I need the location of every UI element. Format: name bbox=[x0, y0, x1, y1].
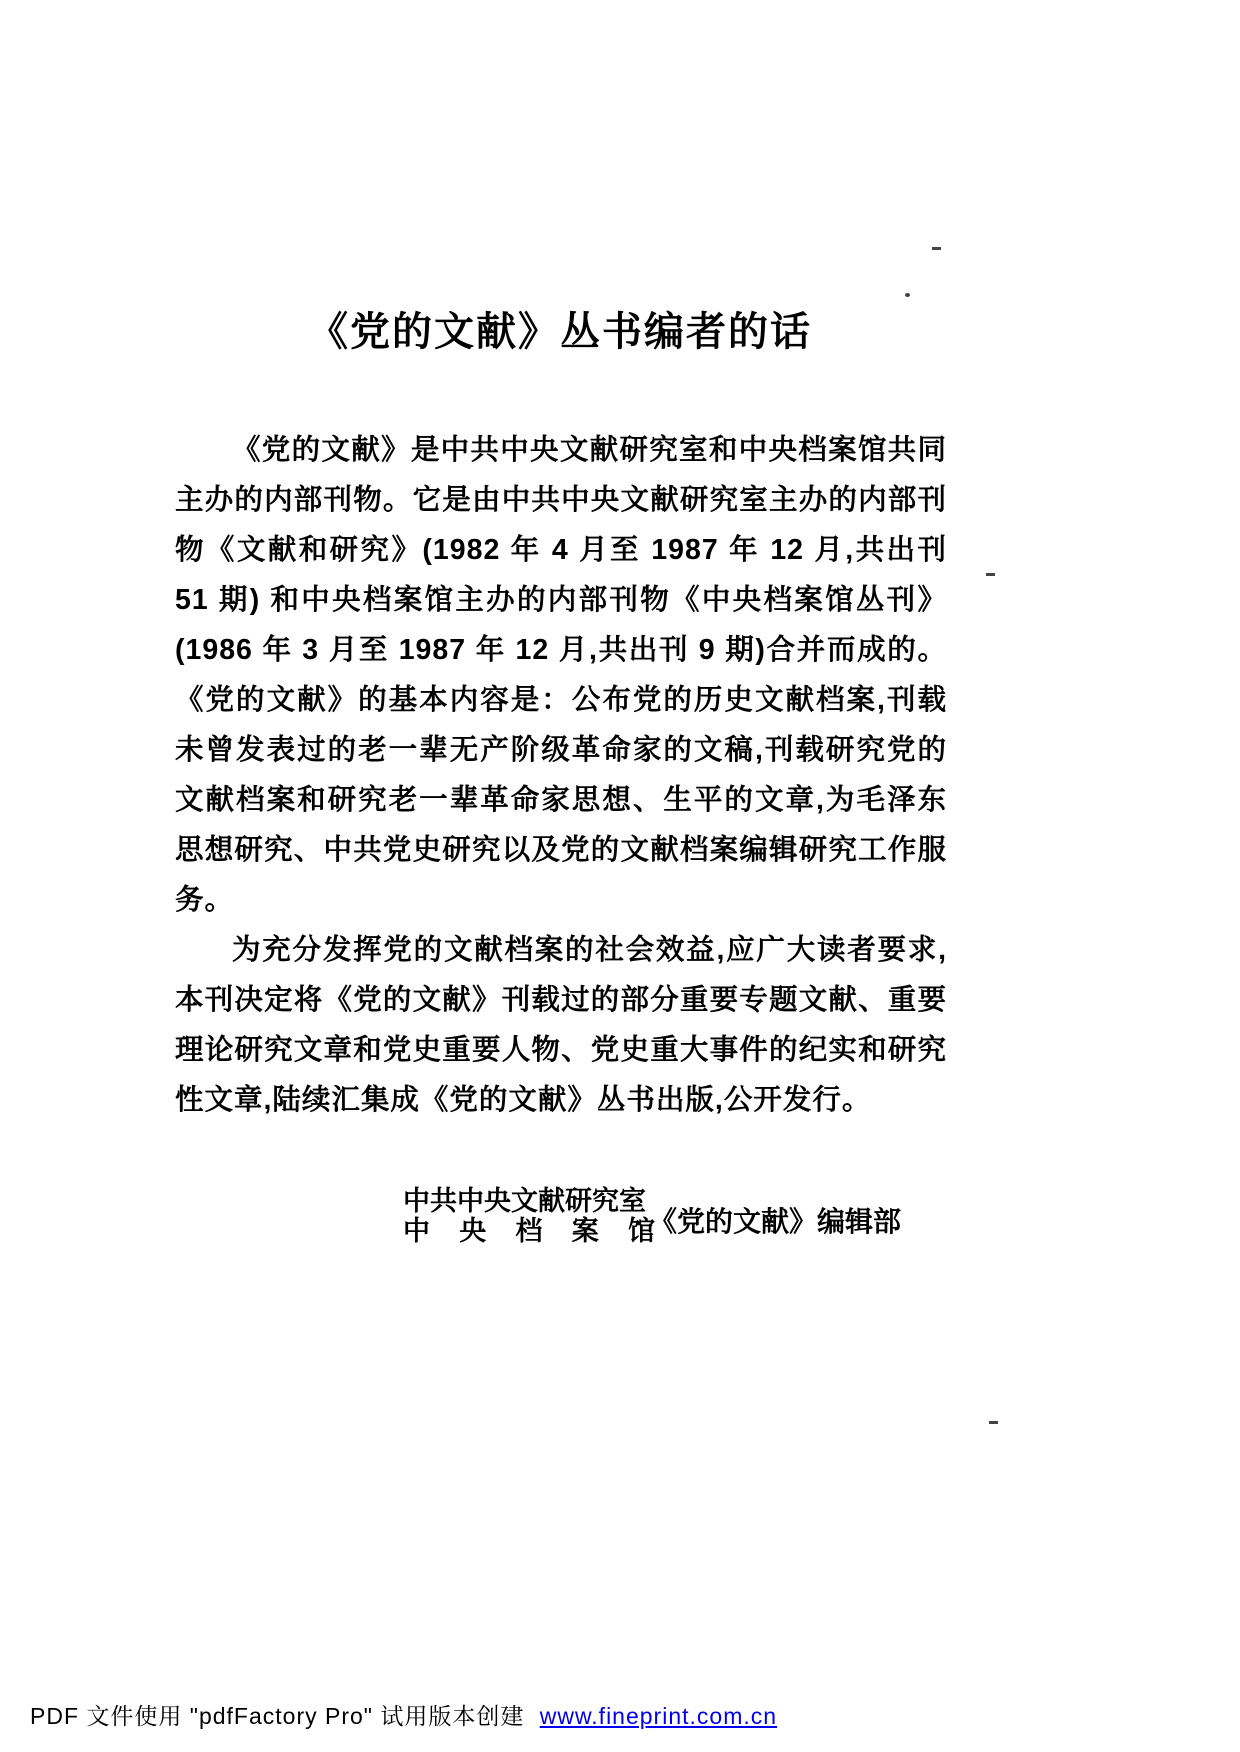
signature-editor: 《党的文献》编辑部 bbox=[649, 1206, 902, 1237]
signature-org-line2: 中 央 档 案 馆 bbox=[403, 1216, 655, 1246]
scan-speck bbox=[986, 573, 995, 576]
scan-speck bbox=[932, 247, 941, 250]
scan-speck bbox=[989, 1421, 998, 1424]
paragraph-2: 为充分发挥党的文献档案的社会效益,应广大读者要求,本刊决定将《党的文献》刊载过的部分重要专题文献、重要理论研究文章和党史重要人物、党史重大事件的纪实和研究性文章,陆续汇集成《党的文献》丛书出版,公开发行。 bbox=[175, 934, 947, 1116]
page-title: 《党的文献》丛书编者的话 bbox=[308, 310, 812, 354]
document-body bbox=[175, 425, 947, 1125]
fineprint-link[interactable]: www.fineprint.com.cn bbox=[539, 1703, 778, 1729]
paragraph-1: 《党的文献》是中共中央文献研究室和中央档案馆共同主办的内部刊物。它是由中共中央文献研究室主办的内部刊物《文献和研究》(1982 年 4 月至 1987 年 12 月,共出刊 51 期) 和中央档案馆主办的内部刊物《中央档案馆丛刊》(1986 年 3 月至 1987 年 12 月,共出刊 9 期)合并而成的。《党的文献》的基本内容是：公布党的历史文献档案,刊载未曾发表过的老一辈无产阶级革命家的文稿,刊载研究党的文献档案和研究老一辈革命家思想、生平的文章,为毛泽东思想研究、中共党史研究以及党的文献档案编辑研究工作服务。 bbox=[175, 434, 947, 916]
scan-speck bbox=[905, 293, 910, 297]
pdf-watermark-footer bbox=[30, 1698, 777, 1731]
signature-org-line1: 中共中央文献研究室 bbox=[403, 1186, 646, 1216]
signature-block bbox=[403, 1186, 901, 1246]
watermark-text: PDF 文件使用 "pdfFactory Pro" 试用版本创建 bbox=[30, 1703, 525, 1729]
signature-orgs bbox=[403, 1186, 655, 1246]
